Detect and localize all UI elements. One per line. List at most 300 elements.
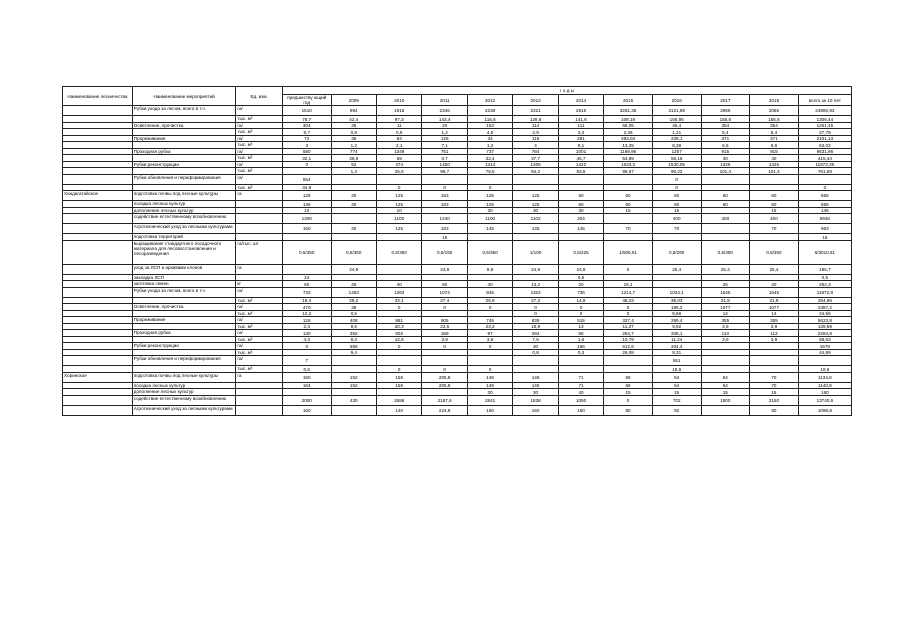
value-cell: 33,1 [376,297,421,304]
value-cell: 164 [282,382,331,389]
value-cell: 3,9 [750,336,799,343]
value-cell: 2,1 [376,142,421,149]
year-header: 2012 [467,95,512,106]
value-cell: 281 [558,135,603,142]
year-header: 2018 [750,95,799,106]
value-cell: 3,6 [467,336,512,343]
unit-cell: га [236,372,283,382]
unit-cell: тыс. м³ [236,184,283,191]
value-cell: 163 [422,191,467,201]
value-cell: 58,15 [652,155,701,162]
value-cell: 145 [513,224,558,234]
value-cell: 0,8 [513,349,558,356]
value-cell: 0 [513,304,558,311]
table-row [63,287,852,297]
value-cell: 80 [604,405,653,415]
value-cell: 34 [467,135,512,142]
value-cell: 78,5 [467,168,512,175]
value-cell: 894 [331,106,376,116]
value-cell: 9631,96 [798,148,851,155]
unit-cell: га/ [236,122,283,129]
value-cell [513,356,558,366]
value-cell: 430 [331,395,376,405]
value-cell: 1,2 [467,142,512,149]
unit-cell: га [236,191,283,201]
value-cell: 145 [558,224,603,234]
value-cell: 1077 [750,304,799,311]
value-cell: 98,67 [604,168,653,175]
value-cell: 1050 [558,395,603,405]
value-cell: 70 [652,224,701,234]
value-cell: 12,2 [282,310,331,317]
value-cell: 2,36 [604,129,653,136]
unit-cell: тыс. м³ [236,336,283,343]
value-cell [701,356,750,366]
value-cell: 26,9 [467,297,512,304]
value-cell: 839 [513,317,558,324]
value-cell: 354 [750,122,799,129]
unit-cell: кг [236,281,283,288]
value-cell: 861 [376,317,421,324]
value-cell: 915 [701,148,750,155]
year-header: 2017 [701,95,750,106]
value-cell: 156 [376,372,421,382]
value-cell: 66,05 [604,122,653,129]
value-cell: 1096,8 [798,405,851,415]
value-cell: 1530,05 [652,161,701,168]
value-cell: 2346 [422,106,467,116]
value-cell: 70 [750,224,799,234]
value-cell: 30 [331,191,376,201]
value-cell: 1,2 [331,142,376,149]
value-cell: 113 [701,330,750,337]
value-cell: 284 [513,330,558,337]
year-header: 2011 [422,95,467,106]
value-cell [750,356,799,366]
value-cell: 155,6 [750,116,799,123]
value-cell: 60 [558,191,603,201]
value-cell: 28,2 [331,297,376,304]
value-cell: 6/3010,61 [798,240,851,264]
measure-name-cell: подготовка почвы под лесные культуры [132,372,236,382]
value-cell: 0,7 [422,155,467,162]
unit-cell: га/ [236,356,283,366]
value-cell: 25,4 [652,264,701,274]
value-cell [376,174,421,184]
value-cell: 1074 [422,287,467,297]
value-cell: 128,8 [513,116,558,123]
value-cell: 551 [652,356,701,366]
value-cell: 11,24 [652,336,701,343]
measure-name-cell: посадка лесных культур [132,382,236,389]
value-cell: 163 [422,224,467,234]
value-cell: 1306,44 [798,116,851,123]
value-cell: 0,6 [282,366,331,373]
value-cell: 60 [652,191,701,201]
value-cell: 502 [376,330,421,337]
value-cell: 745 [467,317,512,324]
value-cell: 163 [422,201,467,208]
value-cell: 21,8 [750,297,799,304]
unit-cell: тыс. м³ [236,129,283,136]
value-cell: 30 [513,389,558,396]
measure-name-cell: выращивание стандартного посадочного материала для лесовосстановления и лесоразведения [132,240,236,264]
value-cell: 0 [376,304,421,311]
value-cell: 355 [750,317,799,324]
value-cell [604,214,653,224]
value-cell: 354 [701,122,750,129]
value-cell: 69 [376,155,421,162]
value-cell: 125 [422,135,467,142]
forest-name-cell [63,174,133,184]
value-cell: 34,56 [798,310,851,317]
year-header: 2014 [558,95,603,106]
value-cell: 0,5/350 [282,240,331,264]
value-cell [558,174,603,184]
value-cell: 2815 [558,106,603,116]
value-cell: 111 [558,122,603,129]
table-row [63,214,852,224]
value-cell: 15 [652,389,701,396]
unit-cell: га/ [236,106,283,116]
measure-name-cell: Проходная рубка [132,148,236,155]
value-cell: 8,31 [652,349,701,356]
forest-name-cell [63,395,133,405]
value-cell: 0 [422,304,467,311]
unit-cell: га/ [236,343,283,350]
value-cell: 146 [513,382,558,389]
value-cell: 1300 [282,214,331,224]
value-cell: 1/505,61 [604,240,653,264]
value-cell: 2187,6 [422,395,467,405]
value-cell: 27,4 [422,297,467,304]
value-cell: 11 [376,122,421,129]
value-cell: 160 [513,405,558,415]
value-cell: 32,1 [282,155,331,162]
value-cell: 845 [467,287,512,297]
value-cell: 30 [331,201,376,208]
value-cell: 60 [652,201,701,208]
measure-name-cell: Рубки обновления и переформирования [132,174,236,184]
value-cell: 3,9 [422,336,467,343]
value-cell: 7 [282,356,331,366]
value-cell: 337,4 [604,317,653,324]
value-cell: 400 [750,214,799,224]
value-cell: 114 [513,122,558,129]
value-cell: 24,9 [558,264,603,274]
year-header: 2013 [513,95,558,106]
value-cell: 141,6 [558,116,603,123]
value-cell: 35,03 [652,297,701,304]
value-cell: 25,6 [376,168,421,175]
value-cell: 1363 [376,287,421,297]
value-cell: 204 [558,214,603,224]
value-cell: 665 [331,343,376,350]
value-cell: 1261,45 [798,122,851,129]
value-cell: 40 [701,155,750,162]
value-cell: 68,63 [798,336,851,343]
value-cell: 15 [798,234,851,241]
forest-name-cell [63,214,133,224]
value-cell: 0 [282,161,331,168]
value-cell: 60 [701,191,750,201]
unit-cell [236,405,283,415]
value-cell: 166 [558,343,603,350]
value-cell: 150 [282,372,331,382]
value-cell: 60 [701,201,750,208]
value-cell: 55 [558,330,603,337]
value-cell: 2066 [750,106,799,116]
value-cell: 96,7 [422,168,467,175]
measure-name-cell: содействие естественному возобновлению [132,214,236,224]
value-cell: 470 [282,304,331,311]
value-cell: 72 [282,135,331,142]
value-cell: 0 [422,184,467,191]
value-cell: 1102 [513,214,558,224]
value-cell: 3,3 [558,129,603,136]
measure-column-header: Наименование мероприятий [132,87,236,106]
value-cell: 143,4 [422,116,467,123]
value-cell: 284,66 [798,297,851,304]
unit-cell: га/ [236,135,283,142]
unit-cell: га/тыс. шт [236,240,283,264]
forest-name-cell: Хандагатайское [63,191,133,201]
value-cell: 13740,6 [798,395,851,405]
value-cell: 108,19 [604,116,653,123]
table-row [63,174,852,184]
value-cell: 1838 [513,395,558,405]
year-header: всего за 10 лет [798,95,851,106]
value-cell: 2966 [701,106,750,116]
value-cell [701,405,750,415]
value-cell: 371 [701,135,750,142]
value-cell: 335,1 [652,330,701,337]
value-cell: 0 [604,304,653,311]
value-cell: 733 [282,287,331,297]
value-cell: 0 [467,304,512,311]
value-cell: 44,89 [798,349,851,356]
value-cell: 1314 [467,161,512,168]
table-row [63,395,852,405]
value-cell: 27,79 [798,129,851,136]
value-cell: 3 [282,142,331,149]
unit-cell: га [236,264,283,274]
value-cell: 1257 [652,148,701,155]
value-cell [467,174,512,184]
value-cell: 37,7 [513,155,558,162]
value-cell: 71 [558,372,603,382]
value-cell: 60 [604,201,653,208]
value-cell: 42,4 [331,116,376,123]
value-cell: 0,5 [558,274,603,281]
value-cell [376,264,421,274]
value-cell: 78,7 [282,116,331,123]
value-cell: 580 [282,148,331,155]
value-cell: 1545 [750,287,799,297]
value-cell: 101,4 [701,168,750,175]
measure-name-cell: подготовка почвы под лесные культуры [132,191,236,201]
unit-column-header: Ед. изм. [236,87,283,106]
value-cell [604,356,653,366]
value-cell [604,174,653,184]
value-cell: 205,8 [422,382,467,389]
value-cell: 1450 [422,161,467,168]
value-cell: 1326 [750,161,799,168]
value-cell: 25,4 [750,264,799,274]
value-cell: 45,7 [558,155,603,162]
table-row [63,372,852,382]
value-cell: 24,9 [422,264,467,274]
value-cell [701,224,750,234]
value-cell: 9,6 [331,323,376,330]
value-cell: 2387,2 [798,304,851,311]
value-cell: 262,3 [798,281,851,288]
table-row [63,264,852,274]
value-cell: 125 [467,201,512,208]
value-cell: 400 [652,214,701,224]
value-cell: 34,8 [282,184,331,191]
value-cell: 352 [331,330,376,337]
value-cell: 35 [331,135,376,142]
value-cell: 54,89 [604,155,653,162]
value-cell: 14 [750,310,799,317]
value-cell: 30 [558,207,603,214]
value-cell: 54 [652,382,701,389]
value-cell: 126 [282,317,331,324]
value-cell: 10 [376,207,421,214]
value-cell: 205,8 [422,372,467,382]
unit-cell: тыс. м³ [236,349,283,356]
value-cell: 1305 [513,161,558,168]
value-cell: 13,2 [513,281,558,288]
value-cell: 160 [467,405,512,415]
value-cell: 97,3 [376,116,421,123]
unit-cell [236,395,283,405]
value-cell: 20,3 [376,323,421,330]
value-cell: 26,08 [604,349,653,356]
value-cell: 155,6 [701,116,750,123]
value-cell: 0,5 [331,310,376,317]
value-cell: 11972,8 [798,287,851,297]
value-cell: 125 [282,191,331,201]
value-cell: 1422 [558,161,603,168]
table-body [63,106,852,416]
unit-cell: тыс. м³ [236,297,283,304]
unit-cell [236,214,283,224]
value-cell: 1918 [376,106,421,116]
value-cell: 1214,7 [604,287,653,297]
measure-name-cell: Прореживание [132,317,236,324]
value-cell: 393,03 [604,135,653,142]
value-cell: 1134,8 [798,372,851,382]
value-cell: 0 [798,184,851,191]
value-cell: 15 [422,234,467,241]
value-cell: 0 [652,174,701,184]
value-cell: 774 [331,148,376,155]
value-cell: 1034,1 [652,287,701,297]
unit-cell: га/ [236,317,283,324]
years-caption: г о д ы [282,87,851,95]
value-cell: 1,21 [652,129,701,136]
value-cell: 1900 [701,395,750,405]
value-cell: 0,5/150 [422,240,467,264]
value-cell: 6,6 [701,142,750,149]
value-cell: 1100 [376,214,421,224]
value-cell: 15 [604,389,653,396]
forest-name-cell [63,224,133,234]
value-cell: 185,7 [798,264,851,274]
value-cell: 1153 [513,287,558,297]
value-cell: 1349 [376,148,421,155]
value-cell: 1545 [701,287,750,297]
value-cell [331,214,376,224]
value-cell: 125 [376,201,421,208]
unit-cell [236,224,283,234]
value-cell: 5,4 [750,129,799,136]
value-cell [422,356,467,366]
value-cell: 9,3 [331,336,376,343]
value-cell: 1463 [331,287,376,297]
forest-name-cell [63,264,133,274]
value-cell: 408 [331,317,376,324]
value-cell: 0 [422,366,467,373]
measure-name-cell: Осветление, прочистка [132,304,236,311]
value-cell: 70 [750,382,799,389]
value-cell: 0,6 [376,129,421,136]
value-cell: 0,5/225 [558,240,603,264]
value-cell: 30 [467,389,512,396]
value-cell [558,356,603,366]
value-cell [467,356,512,366]
value-cell: 125 [376,224,421,234]
value-cell: 15 [604,207,653,214]
value-cell: 80 [750,405,799,415]
value-cell: 24,9 [331,264,376,274]
value-cell: 130 [282,330,331,337]
value-cell: 66 [604,372,653,382]
value-cell: 1140,8 [798,382,851,389]
value-cell: 70 [604,224,653,234]
value-cell: 146 [467,372,512,382]
value-cell: 66 [604,382,653,389]
value-cell: 195,2 [652,304,701,311]
value-cell: 1,2 [422,129,467,136]
value-cell: 21,8 [701,297,750,304]
year-header: предшеству ющий год [282,95,331,106]
unit-cell: га/ [236,287,283,297]
value-cell: 0 [376,343,421,350]
value-cell: 2284,8 [798,330,851,337]
value-cell: 18,6 [652,366,701,373]
value-cell: 118 [513,135,558,142]
value-cell: 0,5 [798,274,851,281]
measure-name-cell: Рубки реконструкции [132,343,236,350]
value-cell: 1240 [422,214,467,224]
value-cell: 113 [750,330,799,337]
measure-name-cell: Рубки ухода за лесом, всего в т.ч. [132,106,236,116]
value-cell: 146 [467,382,512,389]
value-cell: 15 [701,389,750,396]
value-cell: 54 [652,372,701,382]
value-cell: 264,7 [604,330,653,337]
value-cell [422,174,467,184]
value-cell: 32,4 [467,155,512,162]
unit-cell: га/ [236,304,283,311]
unit-cell: га/ [236,148,283,155]
value-cell: 5946 [798,214,851,224]
value-cell: 3121,58 [652,106,701,116]
value-cell: 612,6 [604,343,653,350]
